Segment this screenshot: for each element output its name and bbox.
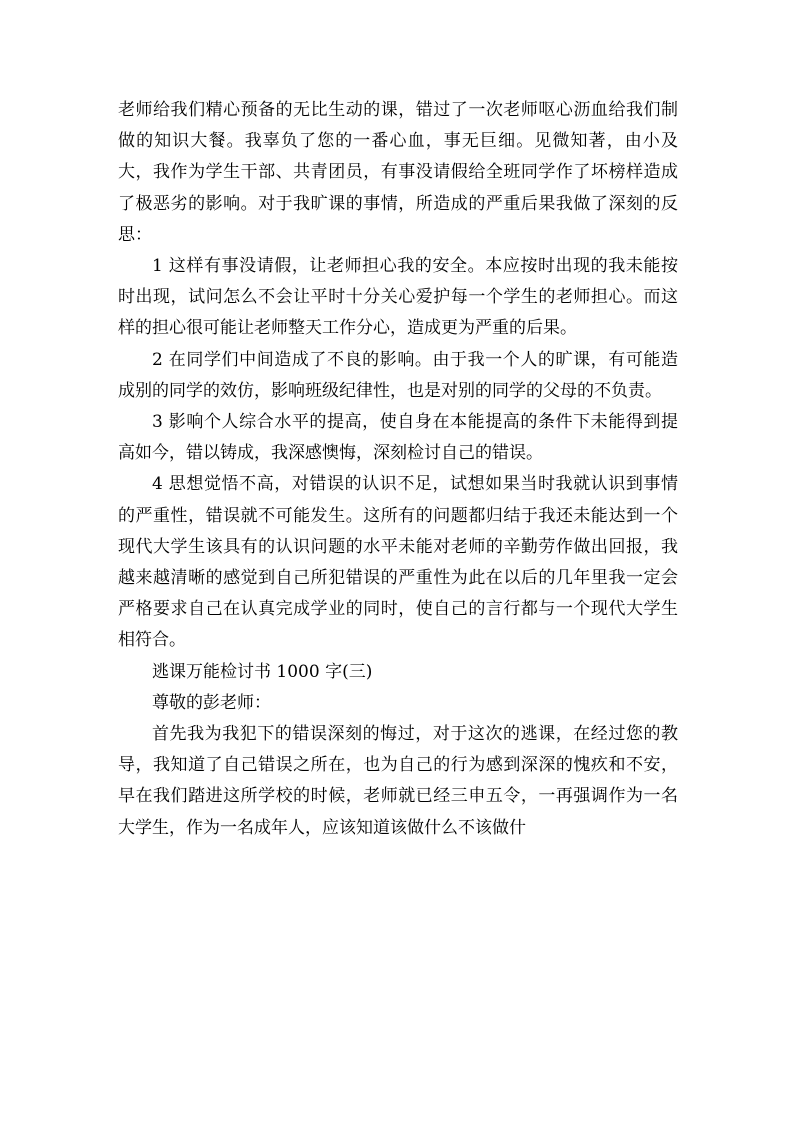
paragraph-reflection-intro: 老师给我们精心预备的无比生动的课，错过了一次老师呕心沥血给我们制做的知识大餐。我辜负了您的一番心血，事无巨细。见微知著，由小及大，我作为学生干部、共青团员，有事没请假给全班同学作了坏榜样造成了极恶劣的影响。对于我旷课的事情，所造成的严重后果我做了深刻的反思： <box>118 100 678 245</box>
paragraph-point-4: 4 思想觉悟不高，对错误的认识不足，试想如果当时我就认识到事情的严重性，错误就不可能发生。这所有的问题都归结于我还未能达到一个现代大学生该具有的认识问题的水平未能对老师的辛勤劳作做出回报，我越来越清晰的感觉到自己所犯错误的严重性为此在以后的几年里我一定会严格要求自己在认真完成学业的同时，使自己的言行都与一个现代大学生相符合。 <box>118 474 678 651</box>
document-body <box>118 95 678 844</box>
paragraph-apology: 首先我为我犯下的错误深刻的悔过，对于这次的逃课，在经过您的教导，我知道了自己错误之所在，也为自己的行为感到深深的愧疚和不安，早在我们踏进这所学校的时候，老师就已经三申五令，一再强调作为一名大学生，作为一名成年人，应该知道该做什么不该做什 <box>118 724 678 838</box>
salutation: 尊敬的彭老师： <box>152 692 271 713</box>
paragraph-point-2: 2 在同学们中间造成了不良的影响。由于我一个人的旷课，有可能造成别的同学的效仿，影响班级纪律性，也是对别的同学的父母的不负责。 <box>118 349 678 401</box>
paragraph-point-1: 1 这样有事没请假，让老师担心我的安全。本应按时出现的我未能按时出现，试问怎么不会让平时十分关心爱护每一个学生的老师担心。而这样的担心很可能让老师整天工作分心，造成更为严重的后果。 <box>118 256 678 339</box>
section-heading: 逃课万能检讨书 1000 字(三) <box>152 661 373 682</box>
paragraph-point-3: 3 影响个人综合水平的提高，使自身在本能提高的条件下未能得到提高如今，错以铸成，我深感懊悔，深刻检讨自己的错误。 <box>118 412 678 464</box>
